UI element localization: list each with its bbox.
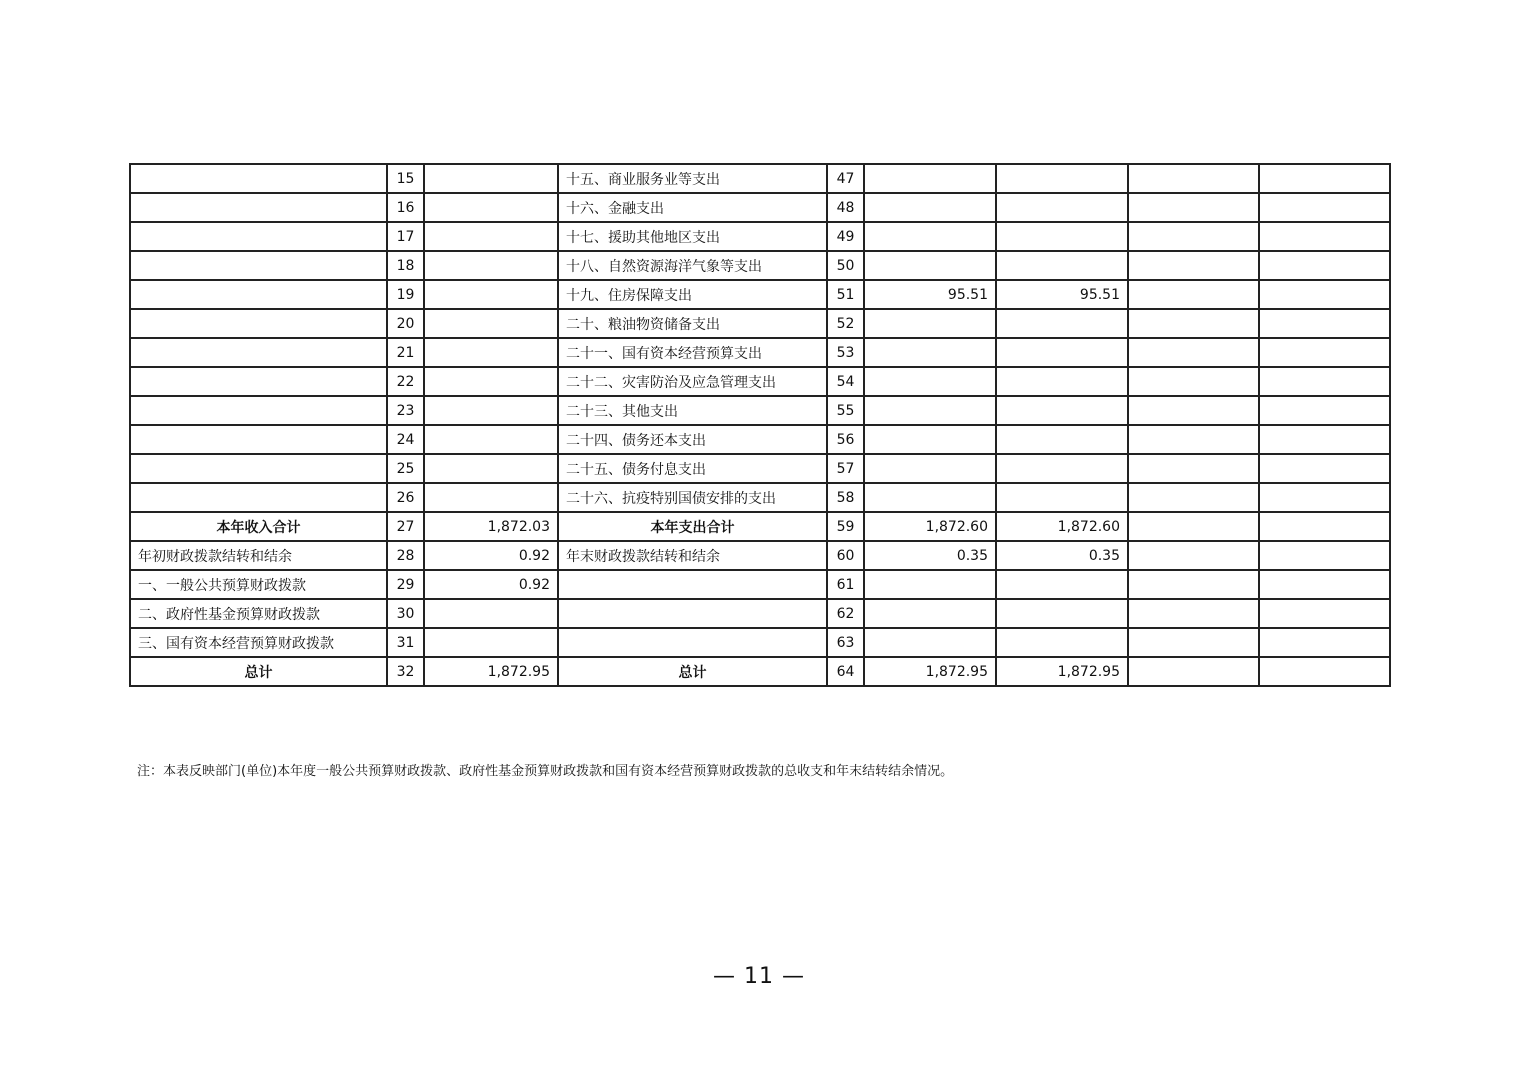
expense-total-cell <box>864 483 996 512</box>
income-amount-cell <box>424 396 558 425</box>
expense-line-no-cell: 64 <box>827 657 864 686</box>
income-line-no-cell: 30 <box>387 599 424 628</box>
expense-line-no-cell: 60 <box>827 541 864 570</box>
expense-state-capital-cell <box>1259 425 1390 454</box>
expense-total-cell <box>864 628 996 657</box>
expense-state-capital-cell <box>1259 164 1390 193</box>
income-line-no-cell: 25 <box>387 454 424 483</box>
table-row <box>130 193 1390 222</box>
expense-general-budget-cell <box>996 309 1128 338</box>
expense-item-cell: 二十、粮油物资储备支出 <box>558 309 827 338</box>
income-amount-cell <box>424 193 558 222</box>
expense-general-budget-cell <box>996 164 1128 193</box>
expense-item-cell: 总计 <box>558 657 827 686</box>
expense-general-budget-cell <box>996 193 1128 222</box>
expense-fund-budget-cell <box>1128 309 1259 338</box>
income-amount-cell <box>424 164 558 193</box>
expense-line-no-cell: 59 <box>827 512 864 541</box>
income-amount-cell <box>424 309 558 338</box>
expense-state-capital-cell <box>1259 251 1390 280</box>
expense-general-budget-cell: 1,872.60 <box>996 512 1128 541</box>
expense-state-capital-cell <box>1259 454 1390 483</box>
expense-state-capital-cell <box>1259 657 1390 686</box>
expense-fund-budget-cell <box>1128 628 1259 657</box>
expense-state-capital-cell <box>1259 280 1390 309</box>
expense-state-capital-cell <box>1259 599 1390 628</box>
income-line-no-cell: 16 <box>387 193 424 222</box>
expense-line-no-cell: 51 <box>827 280 864 309</box>
expense-total-cell: 1,872.60 <box>864 512 996 541</box>
income-line-no-cell: 31 <box>387 628 424 657</box>
expense-total-cell <box>864 338 996 367</box>
expense-item-cell <box>558 570 827 599</box>
expense-line-no-cell: 52 <box>827 309 864 338</box>
expense-line-no-cell: 63 <box>827 628 864 657</box>
table-row <box>130 280 1390 309</box>
income-line-no-cell: 28 <box>387 541 424 570</box>
expense-general-budget-cell <box>996 338 1128 367</box>
income-item-cell <box>130 251 387 280</box>
expense-item-cell: 十七、援助其他地区支出 <box>558 222 827 251</box>
expense-state-capital-cell <box>1259 338 1390 367</box>
expense-general-budget-cell <box>996 628 1128 657</box>
expense-item-cell: 二十二、灾害防治及应急管理支出 <box>558 367 827 396</box>
table-row <box>130 425 1390 454</box>
expense-total-cell <box>864 454 996 483</box>
expense-item-cell: 二十四、债务还本支出 <box>558 425 827 454</box>
expense-line-no-cell: 55 <box>827 396 864 425</box>
expense-fund-budget-cell <box>1128 164 1259 193</box>
expense-total-cell <box>864 222 996 251</box>
expense-general-budget-cell <box>996 222 1128 251</box>
expense-item-cell <box>558 599 827 628</box>
income-amount-cell: 1,872.95 <box>424 657 558 686</box>
income-item-cell <box>130 309 387 338</box>
income-amount-cell: 0.92 <box>424 570 558 599</box>
expense-total-cell <box>864 164 996 193</box>
table-row <box>130 367 1390 396</box>
expense-general-budget-cell <box>996 367 1128 396</box>
income-item-cell: 年初财政拨款结转和结余 <box>130 541 387 570</box>
expense-total-cell <box>864 425 996 454</box>
income-item-cell <box>130 193 387 222</box>
table-row <box>130 222 1390 251</box>
expense-general-budget-cell <box>996 599 1128 628</box>
income-item-cell <box>130 396 387 425</box>
income-amount-cell <box>424 454 558 483</box>
expense-line-no-cell: 53 <box>827 338 864 367</box>
income-amount-cell <box>424 483 558 512</box>
expense-fund-budget-cell <box>1128 541 1259 570</box>
income-line-no-cell: 32 <box>387 657 424 686</box>
table-row <box>130 251 1390 280</box>
expense-total-cell <box>864 570 996 599</box>
income-item-cell <box>130 454 387 483</box>
expense-line-no-cell: 58 <box>827 483 864 512</box>
table-row <box>130 628 1390 657</box>
expense-line-no-cell: 62 <box>827 599 864 628</box>
table-row <box>130 164 1390 193</box>
expense-general-budget-cell <box>996 425 1128 454</box>
table-row <box>130 512 1390 541</box>
expense-item-cell: 十八、自然资源海洋气象等支出 <box>558 251 827 280</box>
expense-item-cell: 二十五、债务付息支出 <box>558 454 827 483</box>
expense-general-budget-cell <box>996 251 1128 280</box>
income-line-no-cell: 29 <box>387 570 424 599</box>
table-row <box>130 483 1390 512</box>
income-line-no-cell: 18 <box>387 251 424 280</box>
expense-item-cell: 十九、住房保障支出 <box>558 280 827 309</box>
expense-state-capital-cell <box>1259 628 1390 657</box>
expense-fund-budget-cell <box>1128 454 1259 483</box>
expense-item-cell: 十六、金融支出 <box>558 193 827 222</box>
income-item-cell: 三、国有资本经营预算财政拨款 <box>130 628 387 657</box>
expense-general-budget-cell <box>996 570 1128 599</box>
expense-fund-budget-cell <box>1128 512 1259 541</box>
expense-line-no-cell: 54 <box>827 367 864 396</box>
income-line-no-cell: 20 <box>387 309 424 338</box>
expense-line-no-cell: 61 <box>827 570 864 599</box>
expense-general-budget-cell <box>996 396 1128 425</box>
expense-fund-budget-cell <box>1128 570 1259 599</box>
income-line-no-cell: 23 <box>387 396 424 425</box>
income-line-no-cell: 22 <box>387 367 424 396</box>
expense-total-cell: 0.35 <box>864 541 996 570</box>
table-row <box>130 599 1390 628</box>
expense-line-no-cell: 48 <box>827 193 864 222</box>
expense-item-cell <box>558 628 827 657</box>
expense-line-no-cell: 47 <box>827 164 864 193</box>
expense-line-no-cell: 56 <box>827 425 864 454</box>
expense-state-capital-cell <box>1259 483 1390 512</box>
expense-total-cell <box>864 367 996 396</box>
expense-state-capital-cell <box>1259 570 1390 599</box>
income-item-cell: 总计 <box>130 657 387 686</box>
expense-fund-budget-cell <box>1128 425 1259 454</box>
expense-line-no-cell: 50 <box>827 251 864 280</box>
expense-item-cell: 二十六、抗疫特别国债安排的支出 <box>558 483 827 512</box>
expense-total-cell: 95.51 <box>864 280 996 309</box>
expense-state-capital-cell <box>1259 396 1390 425</box>
expense-fund-budget-cell <box>1128 222 1259 251</box>
income-item-cell <box>130 483 387 512</box>
expense-item-cell: 二十三、其他支出 <box>558 396 827 425</box>
income-amount-cell <box>424 425 558 454</box>
income-item-cell: 一、一般公共预算财政拨款 <box>130 570 387 599</box>
table-row <box>130 396 1390 425</box>
expense-fund-budget-cell <box>1128 193 1259 222</box>
income-line-no-cell: 26 <box>387 483 424 512</box>
expense-line-no-cell: 57 <box>827 454 864 483</box>
table-note: 注：本表反映部门(单位)本年度一般公共预算财政拨款、政府性基金预算财政拨款和国有资本经营预算财政拨款的总收支和年末结转结余情况。 <box>137 764 954 779</box>
expense-fund-budget-cell <box>1128 338 1259 367</box>
expense-total-cell <box>864 396 996 425</box>
expense-total-cell <box>864 599 996 628</box>
table-row <box>130 338 1390 367</box>
income-amount-cell <box>424 280 558 309</box>
income-item-cell <box>130 280 387 309</box>
expense-item-cell: 十五、商业服务业等支出 <box>558 164 827 193</box>
expense-state-capital-cell <box>1259 367 1390 396</box>
income-amount-cell: 1,872.03 <box>424 512 558 541</box>
expense-item-cell: 本年支出合计 <box>558 512 827 541</box>
budget-table <box>129 163 1391 687</box>
table-row <box>130 570 1390 599</box>
expense-fund-budget-cell <box>1128 657 1259 686</box>
income-amount-cell <box>424 251 558 280</box>
income-item-cell: 二、政府性基金预算财政拨款 <box>130 599 387 628</box>
expense-fund-budget-cell <box>1128 396 1259 425</box>
expense-fund-budget-cell <box>1128 280 1259 309</box>
income-line-no-cell: 17 <box>387 222 424 251</box>
income-line-no-cell: 15 <box>387 164 424 193</box>
income-item-cell <box>130 367 387 396</box>
income-amount-cell <box>424 628 558 657</box>
income-amount-cell <box>424 338 558 367</box>
expense-state-capital-cell <box>1259 222 1390 251</box>
table-row <box>130 541 1390 570</box>
income-amount-cell <box>424 222 558 251</box>
expense-general-budget-cell: 95.51 <box>996 280 1128 309</box>
income-line-no-cell: 27 <box>387 512 424 541</box>
expense-state-capital-cell <box>1259 309 1390 338</box>
income-line-no-cell: 19 <box>387 280 424 309</box>
expense-fund-budget-cell <box>1128 367 1259 396</box>
expense-general-budget-cell: 1,872.95 <box>996 657 1128 686</box>
income-amount-cell <box>424 367 558 396</box>
income-line-no-cell: 24 <box>387 425 424 454</box>
expense-general-budget-cell <box>996 483 1128 512</box>
expense-state-capital-cell <box>1259 541 1390 570</box>
income-item-cell: 本年收入合计 <box>130 512 387 541</box>
expense-state-capital-cell <box>1259 193 1390 222</box>
table-row <box>130 309 1390 338</box>
expense-total-cell <box>864 193 996 222</box>
expense-state-capital-cell <box>1259 512 1390 541</box>
expense-general-budget-cell <box>996 454 1128 483</box>
expense-fund-budget-cell <box>1128 599 1259 628</box>
expense-fund-budget-cell <box>1128 251 1259 280</box>
income-amount-cell: 0.92 <box>424 541 558 570</box>
expense-total-cell: 1,872.95 <box>864 657 996 686</box>
income-item-cell <box>130 338 387 367</box>
income-item-cell <box>130 164 387 193</box>
expense-line-no-cell: 49 <box>827 222 864 251</box>
income-amount-cell <box>424 599 558 628</box>
table-row <box>130 454 1390 483</box>
income-item-cell <box>130 425 387 454</box>
expense-total-cell <box>864 251 996 280</box>
income-item-cell <box>130 222 387 251</box>
income-line-no-cell: 21 <box>387 338 424 367</box>
table-body <box>130 164 1390 686</box>
table-row <box>130 657 1390 686</box>
expense-total-cell <box>864 309 996 338</box>
expense-fund-budget-cell <box>1128 483 1259 512</box>
page-number: — 11 — <box>713 964 805 989</box>
expense-general-budget-cell: 0.35 <box>996 541 1128 570</box>
expense-item-cell: 年末财政拨款结转和结余 <box>558 541 827 570</box>
expense-item-cell: 二十一、国有资本经营预算支出 <box>558 338 827 367</box>
